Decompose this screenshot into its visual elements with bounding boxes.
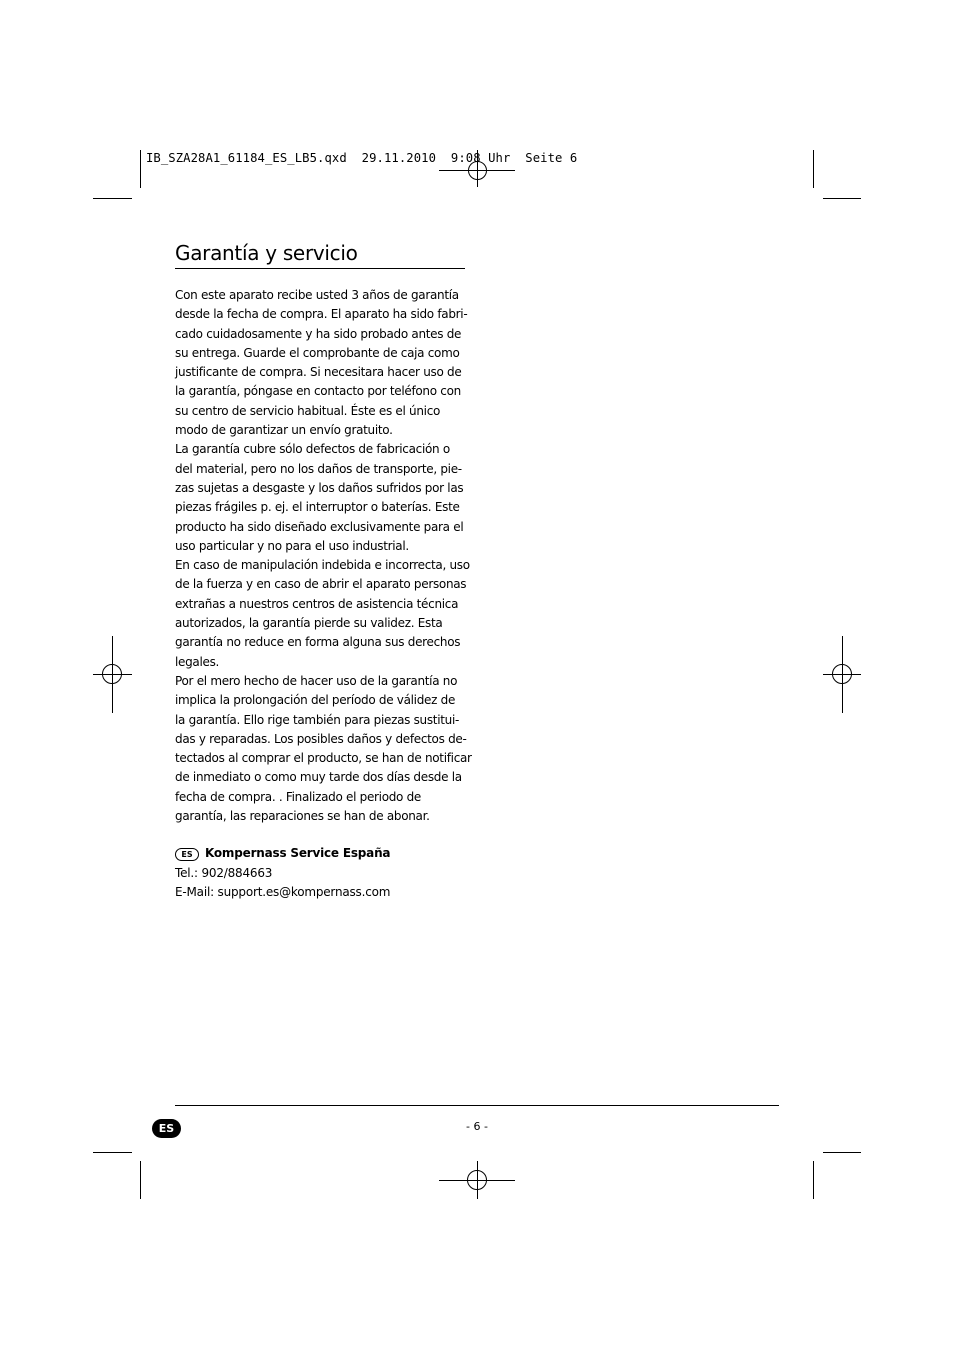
service-phone: Tel.: 902/884663: [175, 865, 273, 880]
crop-mark: [140, 150, 141, 188]
crop-mark: [813, 150, 814, 188]
body-line: das y reparadas. Los posibles daños y defectos de-: [175, 731, 467, 746]
registration-mark-circle: [467, 1170, 487, 1190]
body-line: la garantía. Ello rige también para piezas sustitui-: [175, 712, 460, 727]
body-line: zas sujetas a desgaste y los daños sufridos por las: [175, 480, 464, 495]
page-number: - 6 -: [466, 1120, 488, 1133]
crop-mark: [140, 1161, 141, 1199]
crop-mark: [93, 1152, 132, 1153]
body-line: fecha de compra. . Finalizado el periodo de: [175, 789, 422, 804]
body-line: implica la prolongación del período de válidez de: [175, 693, 456, 708]
body-line: extrañas a nuestros centros de asistencia técnica: [175, 596, 459, 611]
body-line: modo de garantizar un envío gratuito.: [175, 423, 393, 438]
body-line: Por el mero hecho de hacer uso de la garantía no: [175, 673, 458, 688]
body-line: su centro de servicio habitual. Éste es el único: [175, 403, 441, 418]
body-line: de inmediato o como muy tarde dos días desde la: [175, 770, 462, 785]
body-line: tectados al comprar el producto, se han de notificar: [175, 751, 472, 766]
crop-mark: [93, 198, 132, 199]
title-underline: [175, 268, 465, 269]
body-line: garantía, las reparaciones se han de abonar.: [175, 809, 430, 824]
body-line: cado cuidadosamente y ha sido probado antes de: [175, 326, 462, 341]
contact-company-line: [175, 844, 495, 864]
body-line: piezas frágiles p. ej. el interruptor o baterías. Este: [175, 500, 460, 515]
body-line: de la fuerza y en caso de abrir el aparato personas: [175, 577, 467, 592]
body-line: producto ha sido diseñado exclusivamente para el: [175, 519, 464, 534]
body-line: legales.: [175, 654, 220, 669]
crop-mark: [823, 1152, 861, 1153]
registration-mark-circle: [832, 664, 852, 684]
body-line: Con este aparato recibe usted 3 años de garantía: [175, 288, 459, 302]
language-badge: ES: [152, 1119, 181, 1138]
body-line: En caso de manipulación indebida e incorrecta, uso: [175, 558, 470, 573]
service-email: E-Mail: support.es@kompernass.com: [175, 885, 391, 899]
body-line: desde la fecha de compra. El aparato ha sido fabri-: [175, 307, 468, 322]
footer-rule: [175, 1105, 779, 1106]
country-badge: ES: [175, 848, 199, 861]
crop-mark: [823, 198, 861, 199]
service-company-name: Kompernass Service España: [205, 846, 391, 860]
body-line: garantía no reduce en forma alguna sus derechos: [175, 635, 461, 650]
body-line: justificante de compra. Si necesitara hacer uso de: [175, 365, 462, 380]
body-line: su entrega. Guarde el comprobante de caja como: [175, 345, 460, 360]
body-line: la garantía, póngase en contacto por teléfono con: [175, 384, 461, 399]
body-line: autorizados, la garantía pierde su validez. Esta: [175, 616, 443, 631]
print-slug-line: IB_SZA28A1_61184_ES_LB5.qxd 29.11.2010 9:08 Uhr Seite 6: [146, 151, 578, 165]
body-line: del material, pero no los daños de transporte, pie-: [175, 461, 462, 476]
body-line: La garantía cubre sólo defectos de fabricación o: [175, 442, 450, 457]
section-title: Garantía y servicio: [175, 241, 358, 265]
warranty-body-text: [175, 286, 475, 826]
registration-mark-circle: [102, 664, 122, 684]
service-contact: [175, 844, 495, 903]
crop-mark: [813, 1161, 814, 1199]
body-line: uso particular y no para el uso industrial.: [175, 538, 409, 553]
